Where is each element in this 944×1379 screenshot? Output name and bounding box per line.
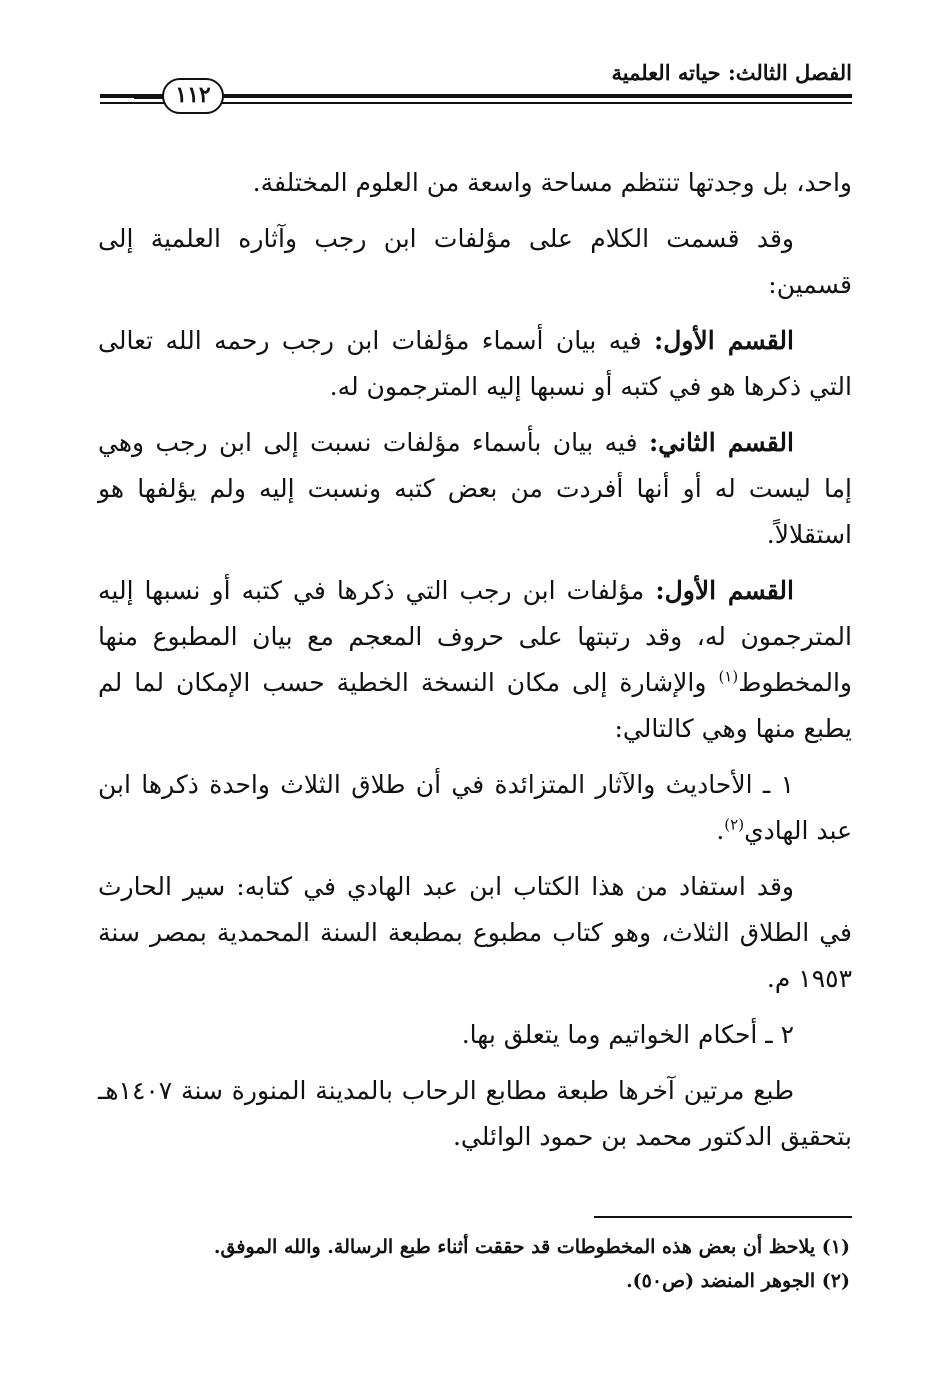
paragraph-section-one [98, 318, 852, 410]
footnotes [110, 1230, 850, 1298]
page-header [100, 58, 852, 128]
footnote-ref-1[interactable]: (١) [718, 667, 739, 686]
paragraph-item-1-note: وقد استفاد من هذا الكتاب ابن عبد الهادي في كتابه: سير الحارث في الطلاق الثلاث، وهو كتاب مطبوع بمطبعة السنة المحمدية بمصر سنة ١٩٥٣ م. [98, 872, 852, 993]
section-one-text: فيه بيان أسماء مؤلفات ابن رجب رحمه الله تعالى التي ذكرها هو في كتبه أو نسبها إليه المترجمون له. [98, 326, 852, 401]
paragraph-section-two [98, 420, 852, 558]
footnote-1: (١) يلاحظ أن بعض هذه المخطوطات قد حققت أثناء طبع الرسالة. والله الموفق. [213, 1236, 850, 1258]
section-two-text: فيه بيان بأسماء مؤلفات نسبت إلى ابن رجب وهي إما ليست له أو أنها أفردت من بعض كتبه ونسبت إليه ولم يؤلفها هو استقلالاً. [98, 428, 852, 549]
section-one-detail-heading: القسم الأول: [655, 576, 794, 605]
paragraph-section-one-detail [98, 568, 852, 752]
page-number: ١١٢ [162, 78, 224, 114]
section-one-detail-text-a: مؤلفات ابن رجب التي ذكرها في كتبه أو نسبها إليه المترجمون له، وقد رتبتها على حروف المعجم مع بيان المطبوع منها والمخطوط [98, 576, 852, 697]
footnote-ref-2[interactable]: (٢) [724, 815, 745, 834]
list-item-1-text: ١ ـ الأحاديث والآثار المتزائدة في أن طلاق الثلاث واحدة ذكرها ابن عبد الهادي [98, 770, 852, 845]
list-item-2: ٢ ـ أحكام الخواتيم وما يتعلق بها. [461, 1020, 794, 1049]
chapter-title: الفصل الثالث: حياته العلمية [611, 60, 852, 85]
list-item-1-end: . [716, 816, 725, 845]
section-one-detail-text-b: والإشارة إلى مكان النسخة الخطية حسب الإمكان لما لم يطبع منها وهي كالتالي: [98, 668, 852, 743]
footnote-2: (٢) الجوهر المنضد (ص٥٠). [626, 1270, 850, 1292]
page-number-ornament [134, 96, 164, 99]
paragraph-item-2-note: طبع مرتين آخرها طبعة مطابع الرحاب بالمدينة المنورة سنة ١٤٠٧هـ بتحقيق الدكتور محمد بن حمود الوائلي. [98, 1076, 852, 1151]
list-item-1 [98, 762, 852, 854]
footnote-separator [594, 1216, 852, 1218]
paragraph-continuation: واحد، بل وجدتها تنتظم مساحة واسعة من العلوم المختلفة. [252, 168, 852, 197]
section-two-heading: القسم الثاني: [648, 428, 794, 457]
section-one-heading: القسم الأول: [654, 326, 794, 355]
paragraph-intro: وقد قسمت الكلام على مؤلفات ابن رجب وآثاره العلمية إلى قسمين: [98, 224, 852, 299]
main-text [98, 160, 852, 1170]
